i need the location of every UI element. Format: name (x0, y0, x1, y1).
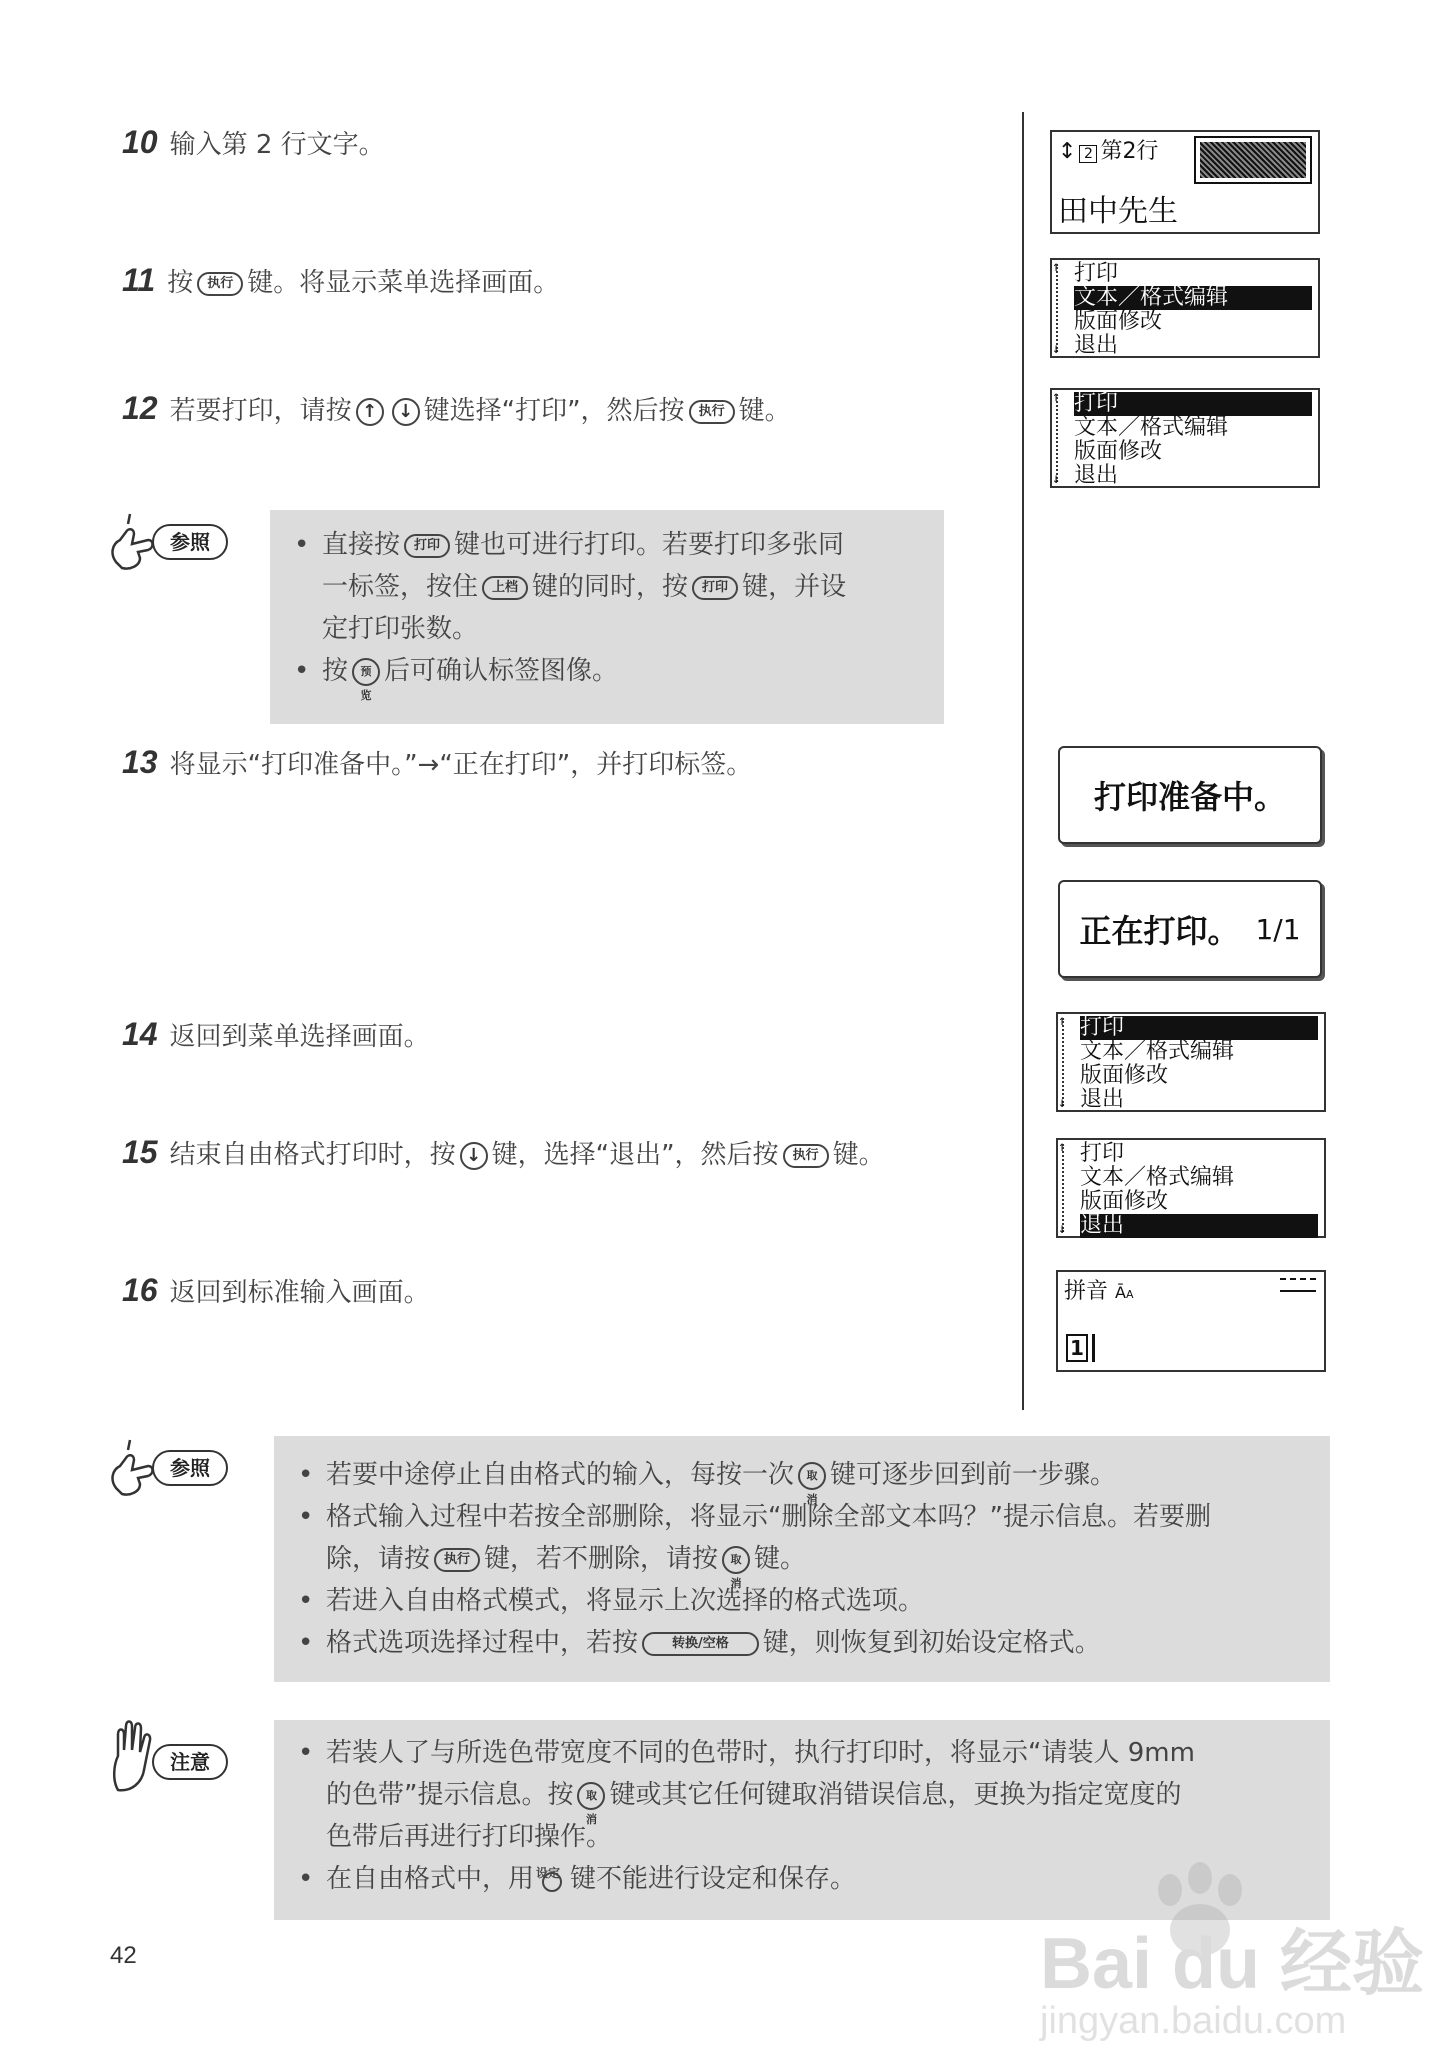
menu-item-edit: 文本／格式编辑 (1080, 1165, 1235, 1190)
setting-key (538, 1864, 566, 1896)
note-text: 若进入自由格式模式，将显示上次选择的格式选项。 (326, 1586, 925, 1616)
menu-item-layout: 版面修改 (1074, 439, 1163, 464)
step-number: 10 (122, 124, 158, 160)
note-text: 色带后再进行打印操作。 (326, 1822, 613, 1852)
menu-item-edit: 文本／格式编辑 (1074, 286, 1312, 310)
down-arrow-key: ↓ (460, 1142, 488, 1170)
note-text: 一标签，按住 (322, 572, 479, 602)
print-key: 打印 (692, 576, 738, 600)
lcd-line2-screen (1050, 130, 1320, 234)
step-text: 键，选择“退出”，然后按 (491, 1140, 779, 1170)
lcd-input-text: 田中先生 (1058, 194, 1178, 229)
setting-key-label: 设定 (536, 1865, 561, 1880)
up-arrow-icon: ↑ (1052, 389, 1061, 405)
note-text: 在自由格式中，用 (326, 1864, 535, 1894)
up-arrow-icon: ↑ (1058, 1013, 1067, 1029)
note-text: 键不能进行设定和保存。 (570, 1864, 857, 1894)
execute-key: 执行 (783, 1144, 829, 1168)
caution-label: 注意 (152, 1744, 228, 1780)
column-divider (1022, 112, 1024, 1410)
line-number-icon: 2 (1079, 145, 1097, 163)
menu-item-print: 打印 (1074, 261, 1119, 286)
note-text: 键可逐步回到前一步骤。 (830, 1460, 1117, 1490)
updown-arrow-icon: ↕ (1058, 139, 1077, 164)
note-bullet (290, 650, 924, 702)
line-number-box: 1 (1066, 1334, 1088, 1362)
step-text: 将显示“打印准备中。”→“正在打印”，并打印标签。 (169, 750, 753, 780)
note-text: 的色带”提示信息。按 (326, 1780, 574, 1810)
step-text: 结束自由格式打印时，按 (169, 1140, 456, 1170)
cancel-key: 取消 (577, 1782, 605, 1810)
font-size-icon: Ā (1115, 1283, 1126, 1302)
step-number: 16 (122, 1272, 158, 1308)
execute-key: 执行 (689, 400, 735, 424)
note-text: 格式选项选择过程中，若按 (326, 1628, 639, 1658)
lcd-header (1058, 134, 1158, 165)
text-cursor (1092, 1334, 1095, 1362)
lcd-menu-screen-exit (1056, 1138, 1326, 1238)
menu-item-edit: 文本／格式编辑 (1074, 415, 1229, 440)
reference-label: 参照 (152, 1450, 228, 1486)
pointing-hand-icon (108, 510, 158, 580)
cancel-key: 取消 (722, 1546, 750, 1574)
lcd-menu-screen-print (1050, 388, 1320, 488)
execute-key: 执行 (434, 1548, 480, 1572)
up-arrow-key: ↑ (356, 398, 384, 426)
circle-key-icon (542, 1872, 562, 1892)
menu-item-exit: 退出 (1074, 333, 1119, 358)
menu-item-edit: 文本／格式编辑 (1080, 1039, 1235, 1064)
note-text: 键，则恢复到初始设定格式。 (762, 1628, 1101, 1658)
step-text: 按 (167, 268, 194, 298)
menu-item-exit: 退出 (1080, 1087, 1125, 1112)
note-text: 若要中途停止自由格式的输入，每按一次 (326, 1460, 795, 1490)
note-text: 键也可进行打印。若要打印多张同 (454, 530, 845, 560)
lcd-menu-screen-edit (1050, 258, 1320, 358)
step-14 (122, 1016, 430, 1055)
reference-note-2 (274, 1436, 1330, 1682)
lcd-printing-screen (1058, 880, 1322, 978)
watermark-url: jingyan.baidu.com (1040, 2000, 1347, 2042)
printing-message: 正在打印。 (1079, 912, 1240, 950)
down-arrow-icon: ↓ (1052, 471, 1061, 487)
step-number: 15 (122, 1134, 158, 1170)
menu-item-print: 打印 (1080, 1141, 1125, 1166)
up-arrow-icon: ↑ (1052, 259, 1061, 275)
down-arrow-key: ↓ (392, 398, 420, 426)
step-number: 12 (122, 390, 158, 426)
shift-key: 上档 (482, 576, 528, 600)
note-text: 直接按 (322, 530, 401, 560)
down-arrow-icon: ↓ (1058, 1221, 1067, 1237)
step-text: 若要打印，请按 (169, 396, 352, 426)
lcd-preparing-screen (1058, 746, 1322, 844)
note-bullet (294, 1622, 1310, 1664)
watermark-brand: Bai du 经验 (1040, 1924, 1425, 2004)
down-arrow-icon: ↓ (1052, 341, 1061, 357)
note-text: 键或其它任何键取消错误信息，更换为指定宽度的 (609, 1780, 1182, 1810)
menu-item-layout: 版面修改 (1074, 309, 1163, 334)
note-text: 若装人了与所选色带宽度不同的色带时，执行打印时，将显示“请装人 9mm (326, 1738, 1195, 1768)
note-text: 除，请按 (326, 1544, 431, 1574)
step-11 (122, 262, 559, 301)
reference-label: 参照 (152, 524, 228, 560)
step-13 (122, 744, 752, 783)
font-size-icon-small: A (1125, 1288, 1134, 1301)
note-text: 键，并设 (742, 572, 847, 602)
up-arrow-icon: ↑ (1058, 1139, 1067, 1155)
print-key: 打印 (404, 534, 450, 558)
note-text: 键。 (754, 1544, 807, 1574)
step-text: 键。 (738, 396, 791, 426)
step-number: 11 (122, 262, 156, 298)
convert-space-key: 转换/空格 (642, 1632, 759, 1656)
step-text: 键。 (832, 1140, 885, 1170)
preparing-message: 打印准备中。 (1093, 778, 1286, 816)
cancel-key: 取消 (798, 1462, 826, 1490)
printing-count: 1/1 (1255, 912, 1301, 946)
pointing-hand-icon (108, 1436, 158, 1506)
lcd-header-text: 第2行 (1100, 139, 1159, 164)
step-text: 返回到标准输入画面。 (169, 1278, 430, 1308)
menu-item-print: 打印 (1074, 392, 1312, 416)
reference-badge (108, 1436, 238, 1506)
reference-badge (108, 510, 238, 580)
note-bullet (294, 1732, 1310, 1858)
step-15 (122, 1134, 885, 1173)
tape-preview-icon (1194, 136, 1312, 184)
menu-item-exit: 退出 (1074, 463, 1119, 488)
pinyin-mode-text: 拼音 (1064, 1279, 1109, 1304)
preview-key: 预览 (352, 658, 380, 686)
step-text: 键选择“打印”，然后按 (423, 396, 685, 426)
note-text: 键，若不删除，请按 (484, 1544, 719, 1574)
note-bullet (294, 1496, 1310, 1590)
caution-badge (108, 1720, 238, 1790)
note-text: 格式输入过程中若按全部删除，将显示“删除全部文本吗？”提示信息。若要删 (326, 1502, 1211, 1532)
raised-hand-icon (108, 1720, 158, 1800)
note-text: 定打印张数。 (322, 614, 479, 644)
lcd-menu-screen-return (1056, 1012, 1326, 1112)
step-16 (122, 1272, 430, 1311)
note-bullet (294, 1580, 1310, 1622)
menu-item-layout: 版面修改 (1080, 1189, 1169, 1214)
down-arrow-icon: ↓ (1058, 1095, 1067, 1111)
lcd-standard-input-screen (1056, 1270, 1326, 1372)
note-text: 后可确认标签图像。 (384, 656, 619, 686)
step-number: 13 (122, 744, 158, 780)
note-text: 键的同时，按 (532, 572, 689, 602)
execute-key: 执行 (197, 272, 243, 296)
step-10 (122, 124, 385, 163)
step-text: 返回到菜单选择画面。 (169, 1022, 430, 1052)
baidu-watermark (1030, 1860, 1430, 2060)
note-text: 按 (322, 656, 349, 686)
step-text: 键。将显示菜单选择画面。 (247, 268, 560, 298)
step-text: 输入第 2 行文字。 (169, 130, 385, 160)
tape-length-icon (1280, 1278, 1316, 1292)
menu-item-exit: 退出 (1080, 1214, 1318, 1238)
step-number: 14 (122, 1016, 158, 1052)
input-mode-label (1064, 1274, 1134, 1305)
menu-item-layout: 版面修改 (1080, 1063, 1169, 1088)
reference-note-1 (270, 510, 944, 724)
note-bullet (290, 524, 924, 650)
page-number: 42 (110, 1942, 137, 1969)
note-bullet (294, 1454, 1310, 1506)
menu-item-print: 打印 (1080, 1016, 1318, 1040)
step-12 (122, 390, 791, 429)
